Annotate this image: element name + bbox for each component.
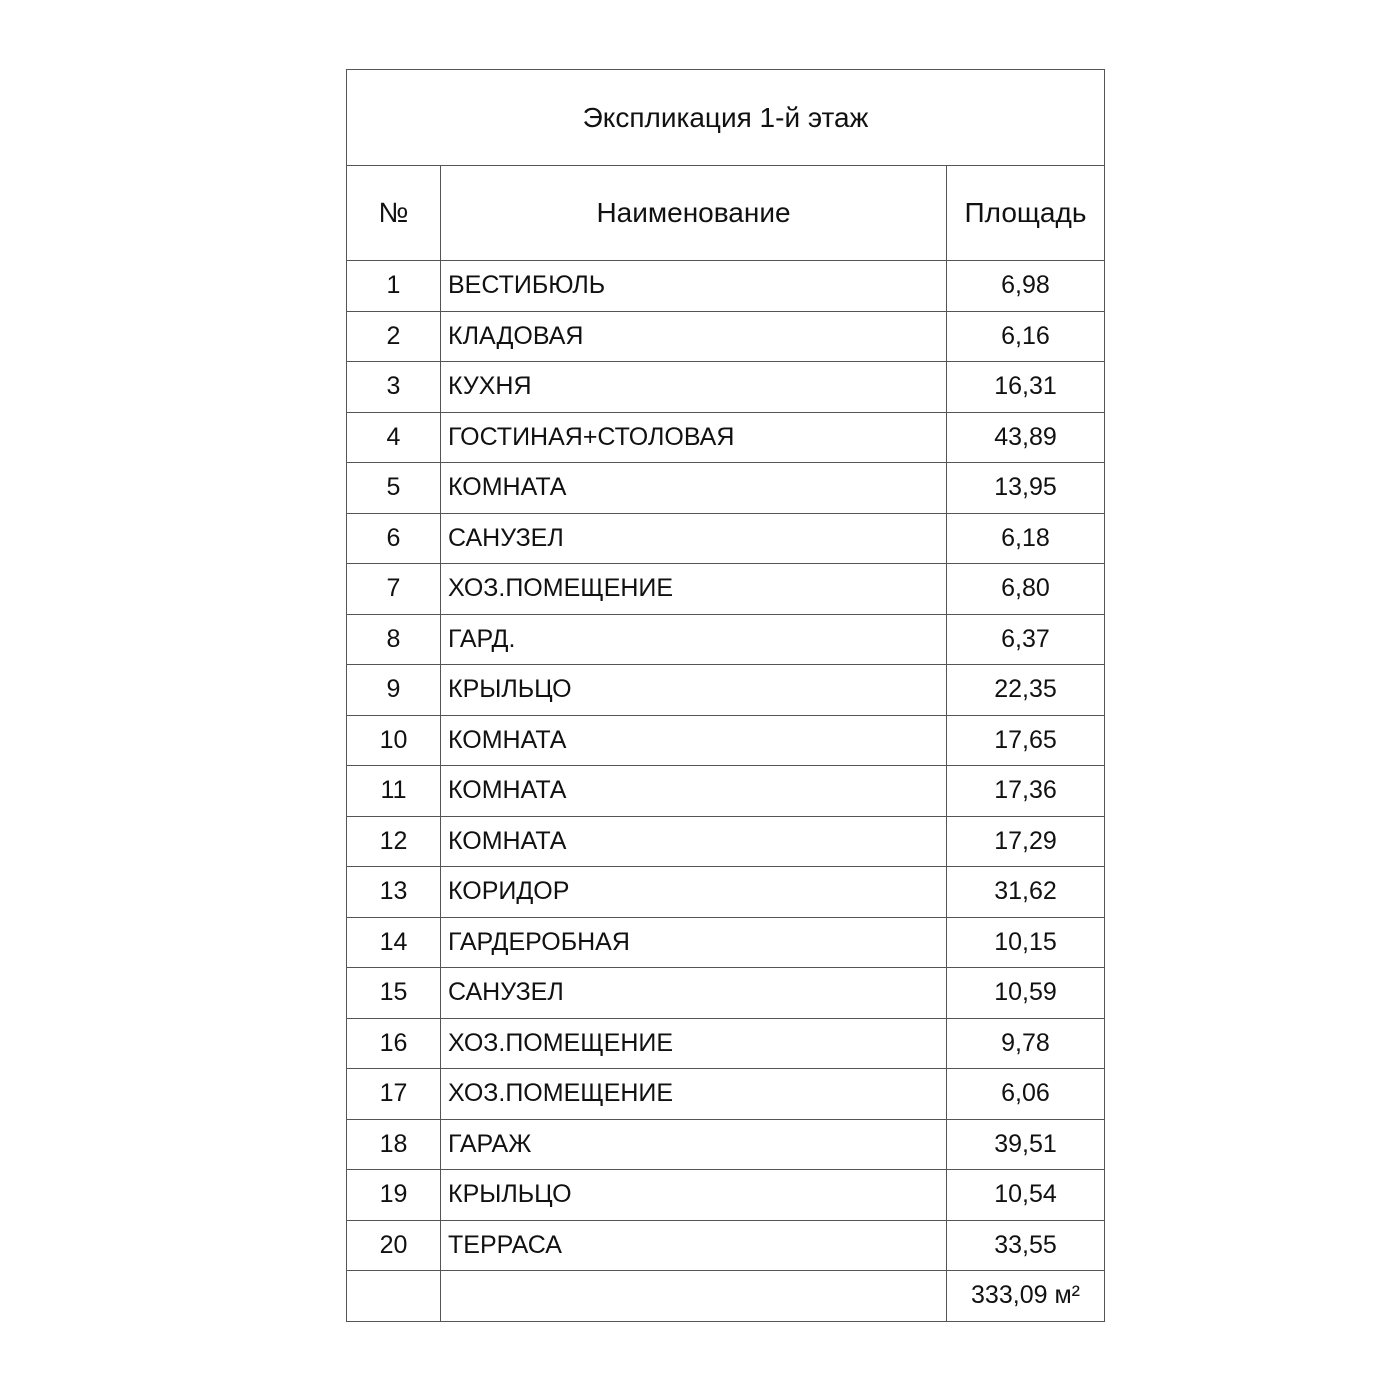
room-name: ГАРДЕРОБНАЯ: [441, 917, 947, 968]
row-number: 12: [347, 816, 441, 867]
table-row: [347, 1220, 1105, 1271]
table-row: [347, 968, 1105, 1019]
header-num: №: [347, 166, 441, 261]
table-body: [347, 261, 1105, 1271]
room-area: 16,31: [947, 362, 1105, 413]
room-name: ГАРАЖ: [441, 1119, 947, 1170]
table-row: [347, 564, 1105, 615]
table-row: [347, 412, 1105, 463]
room-name: ХОЗ.ПОМЕЩЕНИЕ: [441, 1018, 947, 1069]
room-name: КРЫЛЬЦО: [441, 1170, 947, 1221]
room-name: КУХНЯ: [441, 362, 947, 413]
room-name: ТЕРРАСА: [441, 1220, 947, 1271]
room-name: КОМНАТА: [441, 766, 947, 817]
row-number: 14: [347, 917, 441, 968]
room-name: ХОЗ.ПОМЕЩЕНИЕ: [441, 564, 947, 615]
explication-table: [346, 69, 1105, 1322]
room-name: КЛАДОВАЯ: [441, 311, 947, 362]
room-name: КОРИДОР: [441, 867, 947, 918]
row-number: 19: [347, 1170, 441, 1221]
room-area: 17,65: [947, 715, 1105, 766]
table-row: [347, 1119, 1105, 1170]
table-row: [347, 311, 1105, 362]
table-row: [347, 362, 1105, 413]
row-number: 2: [347, 311, 441, 362]
room-name: ГОСТИНАЯ+СТОЛОВАЯ: [441, 412, 947, 463]
row-number: 18: [347, 1119, 441, 1170]
row-number: 7: [347, 564, 441, 615]
table-row: [347, 867, 1105, 918]
room-name: КОМНАТА: [441, 715, 947, 766]
room-area: 10,15: [947, 917, 1105, 968]
total-row: [347, 1271, 1105, 1322]
room-name: ВЕСТИБЮЛЬ: [441, 261, 947, 312]
header-area: Площадь: [947, 166, 1105, 261]
row-number: 15: [347, 968, 441, 1019]
room-name: КРЫЛЬЦО: [441, 665, 947, 716]
room-area: 6,18: [947, 513, 1105, 564]
row-number: 11: [347, 766, 441, 817]
row-number: 8: [347, 614, 441, 665]
room-area: 6,98: [947, 261, 1105, 312]
room-area: 39,51: [947, 1119, 1105, 1170]
room-area: 13,95: [947, 463, 1105, 514]
total-num-cell: [347, 1271, 441, 1322]
table-row: [347, 261, 1105, 312]
room-area: 31,62: [947, 867, 1105, 918]
row-number: 20: [347, 1220, 441, 1271]
table-title: Экспликация 1-й этаж: [347, 70, 1105, 166]
table-row: [347, 463, 1105, 514]
table-row: [347, 816, 1105, 867]
row-number: 17: [347, 1069, 441, 1120]
table-row: [347, 513, 1105, 564]
room-name: ГАРД.: [441, 614, 947, 665]
room-area: 17,36: [947, 766, 1105, 817]
row-number: 16: [347, 1018, 441, 1069]
room-name: ХОЗ.ПОМЕЩЕНИЕ: [441, 1069, 947, 1120]
room-area: 9,78: [947, 1018, 1105, 1069]
room-area: 10,59: [947, 968, 1105, 1019]
table-row: [347, 1170, 1105, 1221]
total-name-cell: [441, 1271, 947, 1322]
header-name: Наименование: [441, 166, 947, 261]
table-row: [347, 1069, 1105, 1120]
total-area: 333,09 м²: [947, 1271, 1105, 1322]
room-name: КОМНАТА: [441, 816, 947, 867]
row-number: 6: [347, 513, 441, 564]
room-area: 17,29: [947, 816, 1105, 867]
row-number: 4: [347, 412, 441, 463]
row-number: 10: [347, 715, 441, 766]
row-number: 3: [347, 362, 441, 413]
room-area: 6,16: [947, 311, 1105, 362]
table-row: [347, 715, 1105, 766]
room-name: КОМНАТА: [441, 463, 947, 514]
room-name: САНУЗЕЛ: [441, 513, 947, 564]
table-row: [347, 614, 1105, 665]
room-area: 10,54: [947, 1170, 1105, 1221]
room-area: 43,89: [947, 412, 1105, 463]
row-number: 1: [347, 261, 441, 312]
room-area: 22,35: [947, 665, 1105, 716]
room-name: САНУЗЕЛ: [441, 968, 947, 1019]
room-area: 6,06: [947, 1069, 1105, 1120]
table-row: [347, 917, 1105, 968]
table-row: [347, 766, 1105, 817]
room-area: 6,37: [947, 614, 1105, 665]
room-area: 33,55: [947, 1220, 1105, 1271]
table-row: [347, 1018, 1105, 1069]
row-number: 13: [347, 867, 441, 918]
row-number: 5: [347, 463, 441, 514]
table-row: [347, 665, 1105, 716]
room-area: 6,80: [947, 564, 1105, 615]
row-number: 9: [347, 665, 441, 716]
